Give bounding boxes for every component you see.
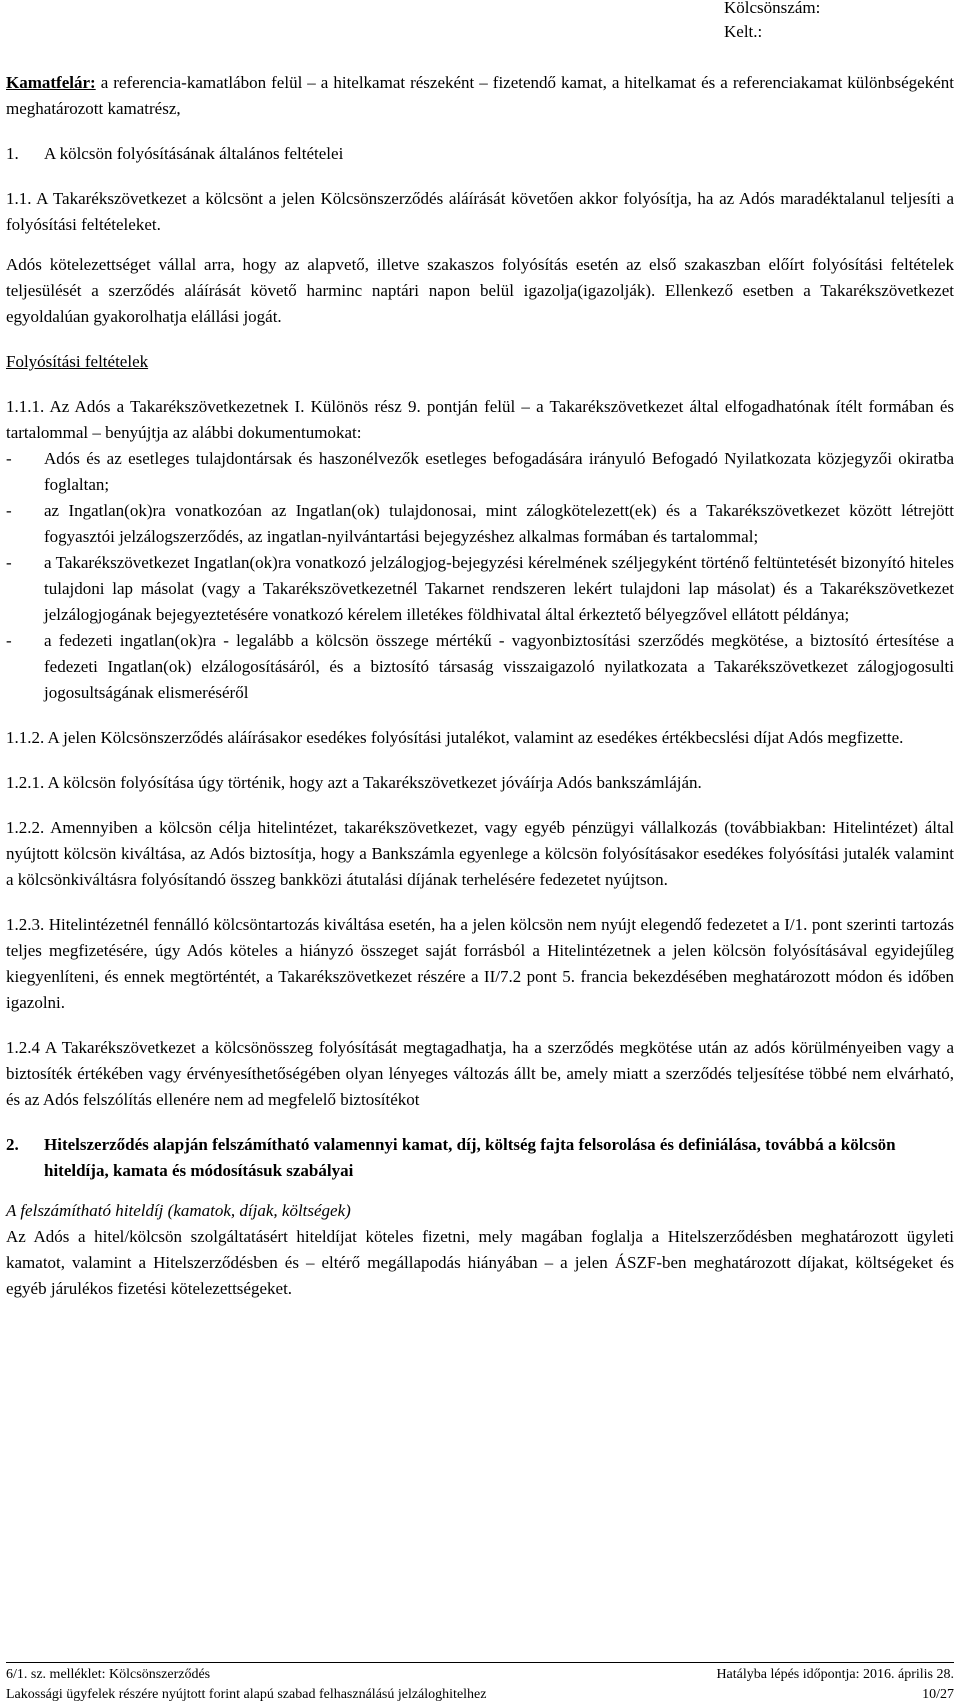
interest-margin-definition: [6, 70, 954, 122]
paragraph-1-1: 1.1. A Takarékszövetkezet a kölcsönt a jelen Kölcsönszerződés aláírását követően akkor folyósítja, ha az Adós maradéktalanul teljesíti a folyósítási feltételeket.: [6, 189, 954, 234]
section-2-heading: [6, 1132, 954, 1184]
footer-page-number: 10/27: [922, 1687, 954, 1702]
section-1-heading: [6, 141, 954, 167]
disbursement-conditions-heading: Folyósítási feltételek: [6, 352, 149, 371]
paragraph-1-2-1: 1.2.1. A kölcsön folyósítása úgy történik, hogy azt a Takarékszövetkezet jóváírja Adós bankszámláján.: [6, 773, 702, 792]
loan-number-label: Kölcsönszám:: [724, 0, 821, 17]
paragraph-1-2-2: 1.2.2. Amennyiben a kölcsön célja hitelintézet, takarékszövetkezet, vagy egyéb pénzügyi vállalkozás (továbbiakban: Hitelintézet) által nyújtott kölcsön kiváltása, az Adós biztosítja, hogy a Bankszámla egyenlege a kölcsön folyósításakor esedékes folyósítási jutalék valamint a kölcsönkiváltásra folyósítandó összeg bankközi átutalási díjának terhelésére fedezetet nyújtson.: [6, 818, 954, 889]
section-1-number: 1.: [6, 144, 19, 163]
list-dash: -: [6, 449, 12, 468]
paragraph-fee: Az Adós a hitel/kölcsön szolgáltatásért hiteldíjat köteles fizetni, mely magában foglalja a Hitelszerződésben meghatározott ügyleti kamatot, valamint a Hitelszerződésben és – eltérő megállapodás hiányában – a jelen ÁSZF-ben meghatározott díjakat, költségeket és egyéb járulékos fizetési kötelezettségeket.: [6, 1227, 954, 1298]
list-item-text: a fedezeti ingatlan(ok)ra - legalább a kölcsön összege mértékű - vagyonbiztosítási szerződés megkötése, a biztosító értesítése a fedezeti Ingatlan(ok) elzálogosításáról, és a biztosító társaság visszaigazoló nyilatkozata a Takarékszövetkezet zálogjogosulti jogosultságának elismeréséről: [44, 631, 954, 702]
paragraph-1-1-2: 1.1.2. A jelen Kölcsönszerződés aláírásakor esedékes folyósítási jutalékot, valamint az esedékes értékbecslési díjat Adós megfizette.: [6, 728, 904, 747]
document-body: [6, 70, 954, 1302]
fee-heading: A felszámítható hiteldíj (kamatok, díjak, költségek): [6, 1201, 351, 1220]
section-1-title: A kölcsön folyósításának általános feltételei: [44, 144, 344, 163]
list-item-text: Adós és az esetleges tulajdontársak és haszonélvezők esetleges befogadására irányuló Befogadó Nyilatkozata közjegyzői okiratba foglaltan;: [44, 449, 954, 494]
list-dash: -: [6, 553, 12, 572]
list-dash: -: [6, 501, 12, 520]
document-footer: [6, 1662, 954, 1705]
paragraph-1-2-4: 1.2.4 A Takarékszövetkezet a kölcsönösszeg folyósítását megtagadhatja, ha a szerződés megkötése után az adós körülményeiben vagy a biztosíték értékében vagy érvényesíthetőségében olyan lényeges változás állt be, amely miatt a szerződés teljesítése többé nem elvárható, és az Adós felszólítás ellenére nem ad megfelelő biztosítékot: [6, 1038, 954, 1109]
footer-annex-label: 6/1. sz. melléklet: Kölcsönszerződés: [6, 1667, 211, 1682]
date-label: Kelt.:: [724, 22, 763, 41]
document-header: [724, 0, 820, 44]
footer-product-description: Lakossági ügyfelek részére nyújtott forint alapú szabad felhasználású jelzáloghitelhez: [6, 1687, 487, 1702]
paragraph-1-2-3: 1.2.3. Hitelintézetnél fennálló kölcsöntartozás kiváltása esetén, ha a jelen kölcsön nem nyújt elegendő fedezetet a I/1. pont szerinti tartozás teljes megfizetésére, úgy Adós köteles a hiányzó összeget saját forrásból a Hitelintézetnek a jelen kölcsön folyósításával egyidejűleg kiegyenlíteni, és ennek megtörténtét, a Takarékszövetkezet részére a II/7.2 pont 5. francia bekezdésében meghatározott módon és időben igazolni.: [6, 915, 954, 1012]
section-2-number: 2.: [6, 1135, 19, 1154]
paragraph-obligation: Adós kötelezettséget vállal arra, hogy az alapvető, illetve szakaszos folyósítás esetén az első szakaszban előírt folyósítási feltételek teljesülését a szerződés aláírását követő harminc naptári napon belül igazolja(igazolják). Ellenkező esetben a Takarékszövetkezet egyoldalúan gyakorolhatja elállási jogát.: [6, 255, 954, 326]
list-dash: -: [6, 631, 12, 650]
list-item-text: az Ingatlan(ok)ra vonatkozóan az Ingatlan(ok) tulajdonosai, mint zálogkötelezett(ek) és a Takarékszövetkezet között létrejött fogyasztói jelzálogszerződés, az ingatlan-nyilvántartási bejegyzéshez alkalmas formában és tartalommal;: [44, 501, 954, 546]
interest-margin-term: Kamatfelár:: [6, 73, 96, 92]
footer-effective-date: Hatályba lépés időpontja: 2016. április 28.: [716, 1667, 954, 1682]
list-item-text: a Takarékszövetkezet Ingatlan(ok)ra vonatkozó jelzálogjog-bejegyzési kérelmének széljegyként történő feltüntetését bizonyító hiteles tulajdoni lap másolat (vagy a Takarékszövetkezetnél Takarnet rendszeren lekért tulajdoni lap másolat) és a Takarékszövetkezet jelzálogjogának bejegyeztetésére vonatkozó kérelem illetékes földhivatal által érkeztető bélyegzővel ellátott példánya;: [44, 553, 954, 624]
list-item: [6, 446, 954, 498]
list-item: [6, 628, 954, 706]
section-2-title: Hitelszerződés alapján felszámítható valamennyi kamat, díj, költség fajta felsorolása és definiálása, továbbá a kölcsön hiteldíja, kamata és módosításuk szabályai: [44, 1135, 896, 1180]
interest-margin-text: a referencia-kamatlábon felül – a hitelkamat részeként – fizetendő kamat, a hitelkamat és a referenciakamat különbségeként meghatározott kamatrész,: [6, 73, 954, 118]
list-item: [6, 550, 954, 628]
list-item: [6, 498, 954, 550]
paragraph-1-1-1: 1.1.1. Az Adós a Takarékszövetkezetnek I. Különös rész 9. pontján felül – a Takarékszövetkezet által elfogadhatónak ítélt formában és tartalommal – benyújtja az alábbi dokumentumokat:: [6, 397, 954, 442]
